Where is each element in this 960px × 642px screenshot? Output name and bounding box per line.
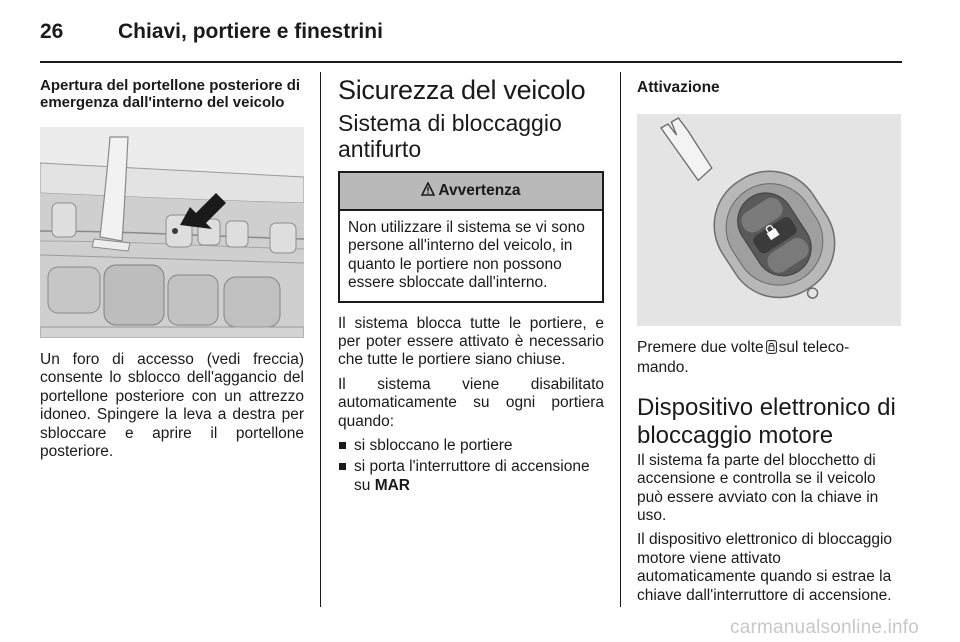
emergency-tailgate-heading xyxy=(40,77,304,111)
page-number: 26 xyxy=(40,20,64,43)
activation-text-before: Premere due volte xyxy=(637,339,764,356)
mar-label: MAR xyxy=(374,476,410,494)
subsection-title xyxy=(338,110,604,162)
bullet-list xyxy=(338,437,604,495)
column-2 xyxy=(338,72,604,501)
tailgate-interior-illustration xyxy=(40,127,304,338)
immobilizer-paragraph-2: Il dispositivo elettronico di bloccaggio motore viene attivato automaticamente quando si estrae la chiave dall'interruttore di accensione. xyxy=(637,531,893,604)
paragraph-1: Il sistema blocca tutte le portiere, e per poter essere attivato è necessario che tutte le portiere siano chiuse. xyxy=(338,314,604,369)
chapter-title: Chiavi, portiere e finestrini xyxy=(118,20,383,43)
heading-line-1: Apertura del portellone posteriore di xyxy=(40,77,301,94)
paragraph-2: Il sistema viene disabilitato automaticamente su ogni portiera quando: xyxy=(338,375,604,430)
activation-text xyxy=(637,339,903,378)
warning-triangle-icon xyxy=(421,182,435,201)
emergency-tailgate-text: Un foro di accesso (vedi freccia) consente lo sblocco dell'aggancio del portellone posteriore con un attrezzo idoneo. Spingere la leva a destra per sbloccare e aprire il portellone posteriore. xyxy=(40,351,304,461)
list-item xyxy=(338,458,604,495)
activation-heading: Attivazione xyxy=(637,79,720,96)
activation-text-after: sul teleco- xyxy=(778,339,850,356)
activation-text-line-2: mando. xyxy=(637,359,689,377)
warning-label: Avvertenza xyxy=(438,182,521,199)
immobilizer-title-line-2: bloccaggio motore xyxy=(637,421,834,449)
heading-line-2: emergenza dall'interno del veicolo xyxy=(40,94,285,111)
warning-header xyxy=(340,173,602,211)
immobilizer-title-line-1: Dispositivo elettronico di xyxy=(637,393,896,421)
column-divider-2 xyxy=(620,72,621,607)
header-rule xyxy=(40,61,902,63)
column-1 xyxy=(40,72,304,467)
warning-box xyxy=(338,171,604,303)
list-item-text: si porta l'interruttore di accensione su xyxy=(354,458,590,494)
subtitle-line-2: antifurto xyxy=(338,136,422,162)
warning-text: Non utilizzare il sistema se vi sono persone all'interno del veicolo, in quanto le portiere non possono essere sbloccate dall'interno. xyxy=(348,219,585,292)
remote-key-svg xyxy=(637,114,901,326)
list-item: si sbloccano le portiere xyxy=(338,437,604,455)
column-divider-1 xyxy=(320,72,321,607)
lock-key-icon xyxy=(766,340,777,359)
section-title: Sicurezza del veicolo xyxy=(338,75,586,105)
tailgate-illustration-svg xyxy=(40,127,304,338)
watermark: carmanualsonline.info xyxy=(730,617,920,638)
subtitle-line-1: Sistema di bloccaggio xyxy=(338,110,562,136)
immobilizer-title xyxy=(637,394,903,450)
remote-key-illustration xyxy=(637,114,901,326)
immobilizer-paragraph-1: Il sistema fa parte del blocchetto di accensione e controlla se il veicolo può essere avviato con la chiave in uso. xyxy=(637,451,879,525)
column-3 xyxy=(637,72,903,611)
